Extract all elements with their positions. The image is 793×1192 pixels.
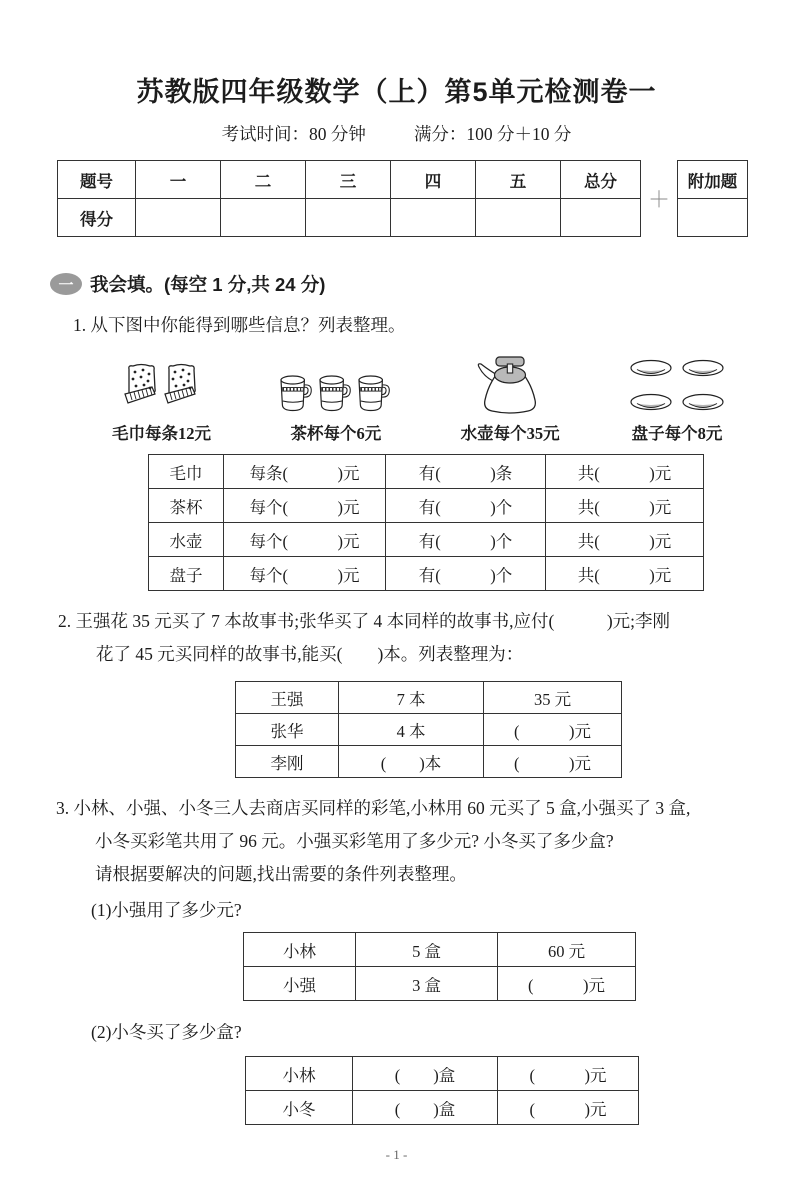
- table-row: [246, 1057, 639, 1091]
- table-row: [236, 714, 622, 746]
- page-number: - 1 -: [385, 1147, 408, 1162]
- table-row: [149, 455, 704, 489]
- score-table-score-row: [58, 199, 641, 237]
- score-header-label: 题号: [58, 161, 136, 199]
- cell-item: 水壶: [149, 523, 224, 557]
- bonus-label: 附加题: [678, 161, 748, 199]
- question-3-part1-table: [243, 932, 636, 1001]
- section-one-title: 我会填。(每空 1 分,共 24 分): [90, 274, 326, 295]
- score-table-row: [57, 160, 793, 237]
- score-col-5: 五: [476, 161, 561, 199]
- cell-unit-price-blank: 每条( )元: [224, 455, 386, 489]
- question-3-line2: 小冬买彩笔共用了 96 元。小强买彩笔用了多少元? 小冬买了多少盒?: [95, 831, 614, 851]
- score-table: [57, 160, 641, 237]
- plate-icon: [627, 350, 727, 416]
- table-row: [244, 967, 636, 1001]
- question-3-line3: 请根据要解决的问题,找出需要的条件列表整理。: [95, 864, 467, 884]
- cell-total-blank: 共( )元: [546, 489, 704, 523]
- score-col-1: 一: [136, 161, 221, 199]
- cell-boxes-blank: ( )盒: [353, 1057, 498, 1091]
- cell-money: 60 元: [498, 933, 636, 967]
- table-row: [149, 523, 704, 557]
- score-col-3: 三: [306, 161, 391, 199]
- section-one-heading: [50, 271, 793, 297]
- plate-caption: 盘子每个8元: [631, 424, 723, 443]
- cell-money-blank: ( )元: [484, 714, 622, 746]
- score-cell-empty: [136, 199, 221, 237]
- teacup-caption: 茶杯每个6元: [290, 424, 382, 443]
- cell-money-blank: ( )元: [498, 1057, 639, 1091]
- towel-caption: 毛巾每条12元: [112, 424, 211, 443]
- cell-unit-price-blank: 每个( )元: [224, 489, 386, 523]
- cell-money: 35 元: [484, 682, 622, 714]
- question-1-figures: [112, 350, 727, 444]
- cell-person: 张华: [236, 714, 339, 746]
- score-col-4: 四: [391, 161, 476, 199]
- cell-person: 小林: [244, 933, 356, 967]
- question-3: [0, 792, 793, 891]
- cell-item: 毛巾: [149, 455, 224, 489]
- cell-boxes: 5 盒: [356, 933, 498, 967]
- figure-kettle: [461, 350, 560, 444]
- cell-total-blank: 共( )元: [546, 557, 704, 591]
- kettle-caption: 水壶每个35元: [460, 424, 560, 443]
- score-cell-empty: [221, 199, 306, 237]
- exam-page: [0, 70, 793, 1192]
- cell-item: 盘子: [149, 557, 224, 591]
- question-2: [0, 605, 793, 671]
- cell-person: 李刚: [236, 746, 339, 778]
- score-cell-empty: [306, 199, 391, 237]
- figure-teacups: [278, 350, 393, 444]
- question-3-line1: 3. 小林、小强、小冬三人去商店买同样的彩笔,小林用 60 元买了 5 盒,小强买了 3 盒,: [56, 798, 691, 818]
- bonus-score-table: [677, 160, 748, 237]
- plus-sign: ＋: [647, 187, 670, 212]
- cell-boxes-blank: ( )盒: [353, 1091, 498, 1125]
- section-one-badge: 一: [50, 273, 82, 295]
- cell-total-blank: 共( )元: [546, 455, 704, 489]
- figure-towels: [112, 350, 211, 444]
- cell-quantity-blank: 有( )条: [386, 455, 546, 489]
- teacup-icon: [278, 350, 393, 416]
- exam-time: 考试时间：80 分钟: [221, 124, 366, 144]
- cell-books: 4 本: [339, 714, 484, 746]
- exam-info-line: [0, 121, 793, 146]
- table-row: [149, 489, 704, 523]
- cell-person: 小冬: [246, 1091, 353, 1125]
- score-col-2: 二: [221, 161, 306, 199]
- question-3-part2-label: (2)小冬买了多少盒?: [91, 1022, 242, 1042]
- cell-person: 小强: [244, 967, 356, 1001]
- score-cell-empty: [561, 199, 641, 237]
- cell-item: 茶杯: [149, 489, 224, 523]
- question-2-table: [235, 681, 622, 778]
- score-col-total: 总分: [561, 161, 641, 199]
- towel-icon: [119, 350, 205, 416]
- cell-person: 王强: [236, 682, 339, 714]
- figure-plates: [627, 350, 727, 444]
- table-row: [244, 933, 636, 967]
- cell-quantity-blank: 有( )个: [386, 557, 546, 591]
- cell-quantity-blank: 有( )个: [386, 489, 546, 523]
- cell-unit-price-blank: 每个( )元: [224, 523, 386, 557]
- score-table-header-row: [58, 161, 641, 199]
- cell-money-blank: ( )元: [498, 967, 636, 1001]
- cell-books-blank: ( )本: [339, 746, 484, 778]
- question-2-line2: 花了 45 元买同样的故事书,能买( )本。列表整理为：: [96, 644, 524, 664]
- cell-unit-price-blank: 每个( )元: [224, 557, 386, 591]
- cell-books: 7 本: [339, 682, 484, 714]
- cell-person: 小林: [246, 1057, 353, 1091]
- question-3-part1-label: (1)小强用了多少元?: [91, 900, 242, 920]
- question-1-text: 1. 从下图中你能得到哪些信息？列表整理。: [73, 315, 406, 335]
- kettle-icon: [467, 350, 553, 416]
- score-row-label: 得分: [58, 199, 136, 237]
- table-row: [236, 746, 622, 778]
- cell-money-blank: ( )元: [498, 1091, 639, 1125]
- question-2-line1: 2. 王强花 35 元买了 7 本故事书;张华买了 4 本同样的故事书,应付( )元;李刚: [58, 611, 671, 631]
- full-score: 满分：100 分＋10 分: [413, 124, 572, 144]
- page-title: 苏教版四年级数学（上）第5单元检测卷一: [136, 77, 657, 107]
- table-row: [149, 557, 704, 591]
- cell-boxes: 3 盒: [356, 967, 498, 1001]
- table-row: [236, 682, 622, 714]
- question-3-part2-table: [245, 1056, 639, 1125]
- bonus-cell-empty: [678, 199, 748, 237]
- question-1-table: [148, 454, 704, 591]
- cell-total-blank: 共( )元: [546, 523, 704, 557]
- score-cell-empty: [391, 199, 476, 237]
- table-row: [246, 1091, 639, 1125]
- score-cell-empty: [476, 199, 561, 237]
- cell-money-blank: ( )元: [484, 746, 622, 778]
- cell-quantity-blank: 有( )个: [386, 523, 546, 557]
